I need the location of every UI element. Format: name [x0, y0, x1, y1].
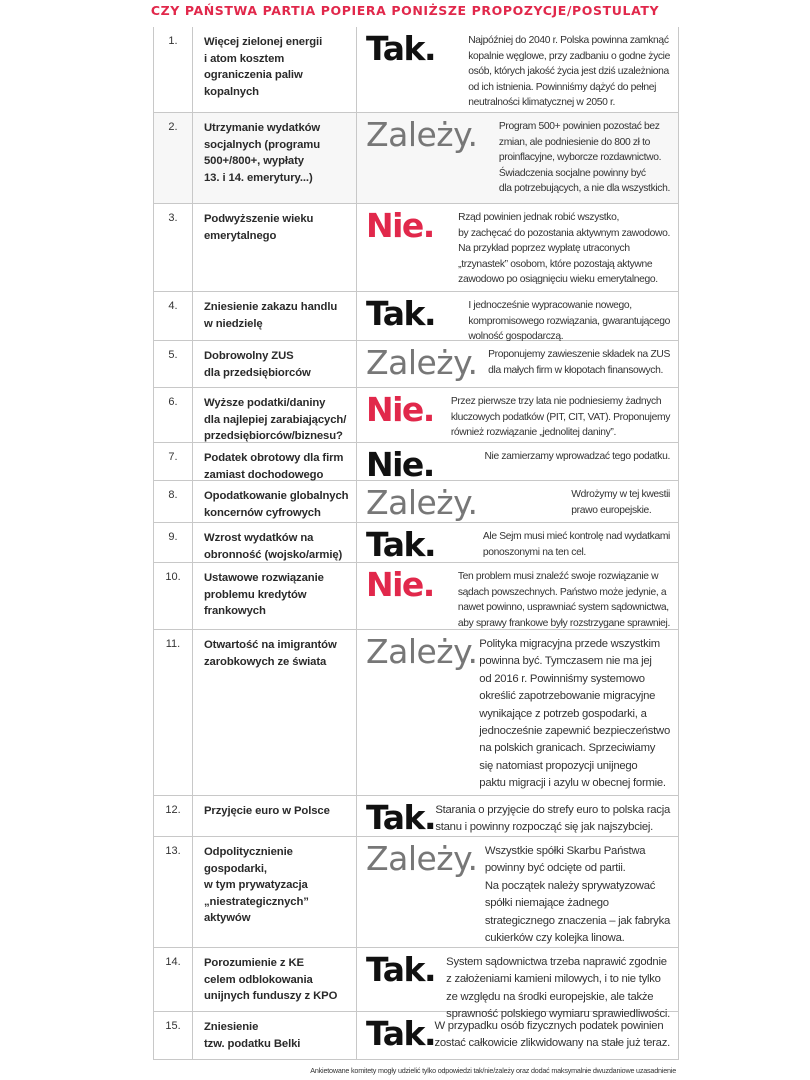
explanation-text: Program 500+ powinien pozostać bez zmian, ale podniesienie do 800 zł to proinflacyjne, wyborcze rozdawnictwo. Świadczenia socjalne powinny być dla potrzebujących, a nie dla wszystkich.: [498, 121, 670, 195]
answer-label: Tak.: [366, 294, 436, 333]
row-number: 5.: [154, 341, 193, 387]
table-row: [154, 27, 678, 113]
row-number: 10.: [154, 563, 193, 629]
explanation-text: Rząd powinien jednak robić wszystko, by zachęcać do pozostania aktywnym zawodowo. Na przykład poprzez wypłatę utraconych „trzynastek” osobom, które pozostają aktywne zawodowo po osiągnięciu wieku emerytalnego.: [458, 212, 670, 286]
question-text: Wyższe podatki/daniny dla najlepiej zarabiających/ przedsiębiorców/biznesu?: [194, 388, 357, 442]
page-title: CZY PAŃSTWA PARTIA POPIERA PONIŻSZE PROPOZYCJE/POSTULATY: [150, 3, 660, 18]
row-number: 14.: [154, 948, 193, 1011]
question-text: Podwyższenie wieku emerytalnego: [194, 204, 357, 291]
answer-label: Zależy.: [366, 115, 478, 154]
table-row: [154, 292, 678, 341]
question-text: Opodatkowanie globalnych koncernów cyfrowych: [194, 481, 357, 522]
table-row: [154, 630, 678, 796]
table-row: [154, 481, 678, 523]
explanation-text: Najpóźniej do 2040 r. Polska powinna zamknąć kopalnie węglowe, przy zadbaniu o godne życie osób, których jakość życia jest dziś uzależniona od ich istnienia. Powinniśmy dążyć do pełnej neutralności klimatycznej w 2050 r.: [468, 35, 670, 109]
row-number: 8.: [154, 481, 193, 522]
row-number: 4.: [154, 292, 193, 340]
answer-label: Tak.: [366, 798, 436, 837]
question-text: Dobrowolny ZUS dla przedsiębiorców: [194, 341, 357, 387]
row-number: 13.: [154, 837, 193, 947]
question-text: Przyjęcie euro w Polsce: [194, 796, 357, 836]
row-number: 2.: [154, 113, 193, 203]
table-row: [154, 948, 678, 1021]
explanation-text: Nie zamierzamy wprowadzać tego podatku.: [484, 451, 670, 462]
answer-label: Nie.: [366, 445, 434, 484]
row-number: 12.: [154, 796, 193, 836]
answer-label: Tak.: [366, 1014, 436, 1053]
answer-label: Tak.: [366, 29, 436, 68]
question-text: Odpolitycznienie gospodarki, w tym prywatyzacja „niestrategicznych” aktywów: [194, 837, 357, 947]
explanation-text: Ten problem musi znaleźć swoje rozwiązanie w sądach powszechnych. Państwo może jedynie, a nawet powinno, usprawniać system sądownictwa, aby sprawy frankowe były rozstrzygane sprawniej.: [457, 571, 670, 629]
survey-table: [153, 27, 679, 1060]
table-row: [154, 443, 678, 484]
table-row: [154, 837, 678, 948]
answer-label: Tak.: [366, 950, 436, 989]
answer-label: Zależy.: [366, 839, 478, 878]
question-text: Otwartość na imigrantów zarobkowych ze świata: [194, 630, 357, 795]
question-text: Utrzymanie wydatków socjalnych (programu 500+/800+, wypłaty 13. i 14. emerytury...): [194, 113, 357, 203]
answer-label: Nie.: [366, 206, 434, 245]
question-text: Porozumienie z KE celem odblokowania unijnych funduszy z KPO: [194, 948, 357, 1011]
explanation-text: W przypadku osób fizycznych podatek powinien zostać całkowicie zlikwidowany na stałe już teraz.: [434, 1020, 670, 1050]
row-number: 1.: [154, 27, 193, 112]
answer-label: Zależy.: [366, 343, 478, 382]
answer-label: Nie.: [366, 565, 434, 604]
table-row: [154, 563, 678, 630]
table-row: [154, 1012, 678, 1060]
explanation-text: System sądownictwa trzeba naprawić zgodnie z założeniami kamieni milowych, i to nie tylko ze względu na środki europejskie, ale także sprawność polskiego wymiaru sprawiedliwości.: [446, 956, 670, 1021]
table-row: [154, 113, 678, 204]
explanation-text: Starania o przyjęcie do strefy euro to polska racja stanu i powinny rozpocząć się jak najszybciej.: [435, 804, 670, 834]
row-number: 9.: [154, 523, 193, 562]
question-text: Ustawowe rozwiązanie problemu kredytów frankowych: [194, 563, 357, 629]
footnote: Ankietowane komitety mogły udzielić tylko odpowiedzi tak/nie/zależy oraz dodać maksymalnie dwuzdaniowe uzasadnienie: [310, 1066, 676, 1075]
question-text: Zniesienie tzw. podatku Belki: [194, 1012, 357, 1059]
table-row: [154, 341, 678, 388]
explanation-text: Ale Sejm musi mieć kontrolę nad wydatkami ponoszonymi na ten cel.: [482, 531, 670, 558]
table-row: [154, 388, 678, 443]
explanation-text: Wszystkie spółki Skarbu Państwa powinny być odcięte od partii. Na początek należy sprywatyzować spółki niemające żadnego strategicznego znaczenia – jak fabryka cukierków czy kolejka linowa.: [484, 845, 670, 945]
row-number: 7.: [154, 443, 193, 480]
explanation-text: Wdrożymy w tej kwestii prawo europejskie.: [571, 489, 670, 516]
question-text: Wzrost wydatków na obronność (wojsko/armię): [194, 523, 357, 562]
explanation-text: Polityka migracyjna przede wszystkim powinna być. Tymczasem nie ma jej od 2016 r. Powinniśmy systemowo określić zapotrzebowanie migracyjne wynikające z potrzeb gospodarki, a jednocześnie zapewnić bezpieczeństwo na polskich granicach. Sprzeciwiamy się natomiast propozycji unijnego paktu migracji i azylu w obecnej formie.: [479, 638, 670, 790]
explanation-text: Proponujemy zawieszenie składek na ZUS dla małych firm w kłopotach finansowych.: [488, 349, 670, 376]
row-number: 15.: [154, 1012, 193, 1059]
answer-label: Zależy.: [366, 632, 478, 671]
row-number: 6.: [154, 388, 193, 442]
table-row: [154, 796, 678, 837]
table-row: [154, 204, 678, 292]
answer-label: Zależy.: [366, 483, 478, 522]
row-number: 3.: [154, 204, 193, 291]
table-row: [154, 523, 678, 563]
question-text: Więcej zielonej energii i atom kosztem ograniczenia paliw kopalnych: [194, 27, 357, 112]
question-text: Podatek obrotowy dla firm zamiast dochodowego: [194, 443, 357, 480]
answer-label: Tak.: [366, 525, 436, 564]
explanation-text: I jednocześnie wypracowanie nowego, kompromisowego rozwiązania, gwarantującego wolność gospodarczą.: [468, 300, 670, 343]
answer-label: Nie.: [366, 390, 434, 429]
explanation-text: Przez pierwsze trzy lata nie podniesiemy żadnych kluczowych podatków (PIT, CIT, VAT). Proponujemy również rozwiązanie „jednolitej daniny”.: [450, 396, 670, 439]
row-number: 11.: [154, 630, 193, 795]
question-text: Zniesienie zakazu handlu w niedzielę: [194, 292, 357, 340]
